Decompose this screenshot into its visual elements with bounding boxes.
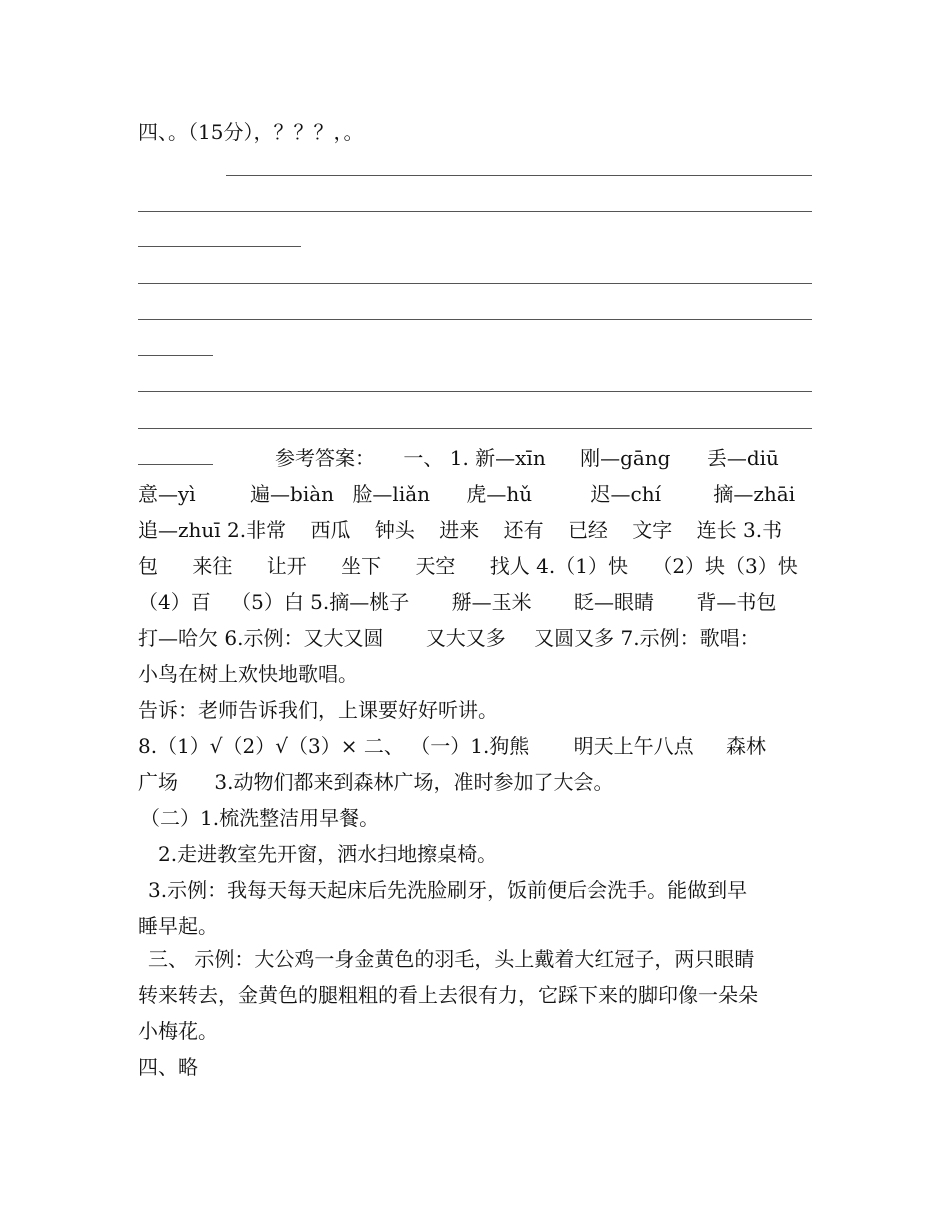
answer-segment: 又大又多	[425, 626, 506, 650]
answer-segment: 虎—hǔ	[466, 482, 533, 506]
answer-segment: 钟头	[374, 518, 415, 542]
answer-segment: 3.示例：我每天每天起床后先洗脸刷牙，饭前便后会洗手。能做到早	[148, 878, 748, 902]
answer-segment: 摘—zhāi	[713, 482, 796, 506]
answer-key-line-9	[138, 734, 766, 758]
answer-segment: 森林	[726, 734, 767, 758]
answer-key-line-6	[138, 626, 760, 650]
answer-segment: 迟—chí	[590, 482, 662, 506]
answer-segment: 刚—gāng	[580, 446, 671, 470]
answer-segment: 让开	[266, 554, 307, 578]
answer-segment: 来往	[192, 554, 233, 578]
answer-segment: 睡早起。	[138, 914, 218, 938]
section-heading: 四、。（15分），？？？，。	[138, 120, 364, 144]
answer-segment: 小鸟在树上欢快地歌唱。	[138, 662, 358, 686]
writing-line	[138, 211, 812, 212]
answer-segment: 追—zhuī 2.非常	[138, 518, 287, 542]
answer-key-line-11	[140, 806, 379, 830]
answer-segment: 2.走进教室先开窗，洒水扫地擦桌椅。	[158, 842, 498, 866]
writing-line	[226, 175, 812, 176]
answer-segment: 又圆又多 7.示例：歌唱：	[534, 626, 760, 650]
answer-segment: 西瓜	[310, 518, 351, 542]
writing-line	[138, 355, 213, 356]
answer-segment: 文字	[632, 518, 673, 542]
answer-segment: 广场	[138, 770, 178, 794]
writing-line	[138, 464, 213, 465]
answer-segment: 包	[138, 554, 158, 578]
answer-key-line-17	[138, 1019, 218, 1043]
answer-segment: 告诉：老师告诉我们，上课要好好听讲。	[138, 698, 498, 722]
answer-key-line-5	[138, 590, 776, 614]
answer-key-line-4	[138, 554, 798, 578]
answer-segment: （5）白 5.摘—桃子	[231, 590, 410, 614]
answer-segment: 背—书包	[696, 590, 777, 614]
answer-segment: 小梅花。	[138, 1019, 218, 1043]
answer-segment: 脸—liǎn	[352, 482, 431, 506]
answer-key-line-7	[138, 662, 358, 686]
answer-key-line-18	[138, 1055, 198, 1079]
answer-segment: 已经	[567, 518, 608, 542]
answer-segment: 还有	[503, 518, 544, 542]
answer-key-title: 参考答案：	[275, 446, 375, 470]
answer-segment: 明天上午八点	[573, 734, 694, 758]
writing-line	[138, 246, 301, 247]
answer-key-line-16	[138, 983, 758, 1007]
answer-key-line-3	[138, 518, 782, 542]
answer-segment: 坐下	[341, 554, 382, 578]
writing-line	[138, 428, 812, 429]
answer-segment: 丢—diū	[706, 446, 779, 470]
answer-key-line-8	[138, 698, 498, 722]
answer-key-line-14	[138, 914, 218, 938]
answer-key-line-12	[158, 842, 497, 866]
answer-key-line-1	[275, 446, 779, 470]
answer-segment: 连长 3.书	[696, 518, 783, 542]
answer-key-line-15	[148, 947, 754, 971]
answer-segment: （4）百	[138, 590, 211, 614]
answer-segment: 找人 4.（1）快	[489, 554, 628, 578]
answer-segment: 天空	[415, 554, 456, 578]
answer-key-line-2	[138, 482, 795, 506]
writing-line	[138, 391, 812, 392]
answer-segment: 眨—眼睛	[573, 590, 654, 614]
answer-segment: （2）块（3）快	[652, 554, 798, 578]
answer-segment: 8.（1）√（2）√（3）× 二、 （一）1.狗熊	[138, 734, 530, 758]
writing-line	[138, 283, 812, 284]
writing-line	[138, 319, 812, 320]
answer-segment: 打—哈欠 6.示例：又大又圆	[138, 626, 384, 650]
answer-segment: 转来转去，金黄色的腿粗粗的看上去很有力，它踩下来的脚印像一朵朵	[138, 983, 758, 1007]
answer-segment: 一、 1. 新—xīn	[403, 446, 546, 470]
answer-key-line-13	[148, 878, 747, 902]
answer-segment: 进来	[439, 518, 480, 542]
answer-segment: 四、略	[138, 1055, 198, 1079]
answer-key-line-10	[138, 770, 613, 794]
answer-segment: 3.动物们都来到森林广场，准时参加了大会。	[214, 770, 614, 794]
answer-segment: 三、 示例：大公鸡一身金黄色的羽毛，头上戴着大红冠子，两只眼睛	[148, 947, 755, 971]
answer-segment: （二）1.梳洗整洁用早餐。	[140, 806, 380, 830]
answer-segment: 遍—biàn	[250, 482, 335, 506]
answer-segment: 掰—玉米	[451, 590, 532, 614]
answer-segment: 意—yì	[138, 482, 196, 506]
